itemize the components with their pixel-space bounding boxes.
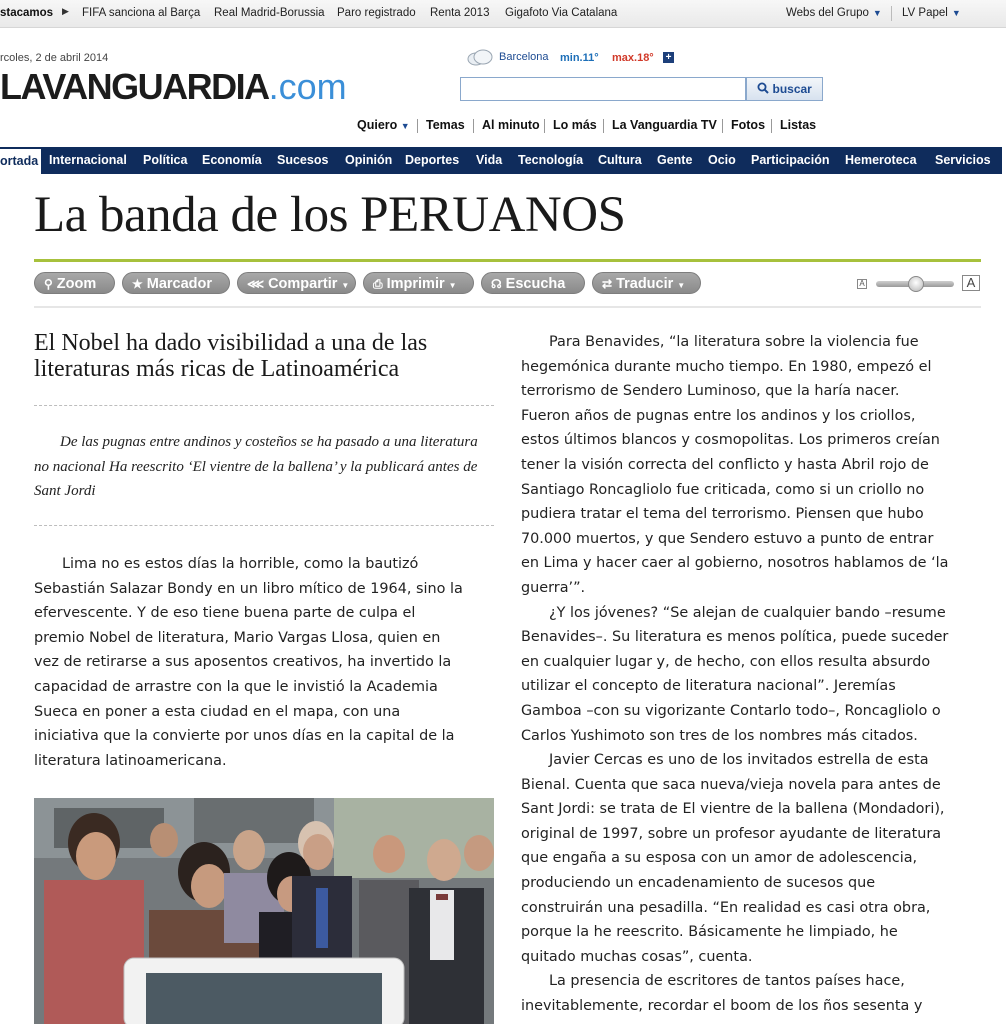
headline-link[interactable]: Gigafoto Via Catalana — [505, 7, 618, 19]
article-text-line: guerra’”. — [521, 579, 586, 596]
escucha-label: Escucha — [505, 276, 566, 292]
marcador-label: Marcador — [146, 276, 213, 292]
nav-item-participacion[interactable]: Participación — [751, 153, 830, 167]
site-logo[interactable] — [0, 66, 347, 108]
article-text-line: vez de retirarse a sus aposentos creativos, ha invertido la — [34, 654, 452, 671]
headline-link[interactable]: Real Madrid-Borussia — [214, 7, 325, 19]
chevron-down-icon: ▼ — [872, 8, 882, 18]
escucha-button[interactable] — [481, 272, 585, 294]
subnav-la-vanguardia-tv[interactable]: La Vanguardia TV — [612, 118, 717, 132]
divider — [891, 6, 892, 21]
article-text-line: Sueca en poner a esta ciudad en el mapa, con una — [34, 703, 401, 720]
headline-link[interactable]: FIFA sanciona al Barça — [82, 7, 201, 19]
traducir-button[interactable] — [592, 272, 701, 294]
compartir-button[interactable] — [237, 272, 356, 294]
divider — [603, 119, 604, 133]
article-text-line: Sebastián Salazar Bondy en un libro mítico de 1964, sino la — [34, 580, 463, 597]
headline-link[interactable]: Paro registrado — [337, 7, 416, 19]
nav-item-hemeroteca[interactable]: Hemeroteca — [845, 153, 917, 167]
headline-link[interactable]: Renta 2013 — [430, 7, 490, 19]
search-icon: ⚲ — [44, 277, 53, 291]
subnav-listas[interactable]: Listas — [780, 118, 817, 132]
divider — [544, 119, 545, 133]
article-text-line: Para Benavides, “la literatura sobre la violencia fue — [549, 334, 919, 350]
nav-item-economia[interactable]: Economía — [202, 153, 262, 167]
article-lede: De las pugnas entre andinos y costeños se ha pasado a una literatura no nacional Ha reescrito ‘El vientre de la ballena’ y la publicará antes de Sant Jordi — [34, 434, 478, 499]
subnav-label: Quiero — [357, 118, 398, 132]
weather-more-button[interactable]: + — [663, 52, 674, 63]
caret-right-icon: ▶ — [62, 6, 69, 16]
subnav-quiero[interactable] — [357, 118, 410, 132]
compartir-label: Compartir — [268, 276, 338, 292]
article-text-line: pudiera tratar el tema del terrorismo. Piensen que hubo — [521, 506, 924, 523]
subnav-temas[interactable]: Temas — [426, 118, 465, 132]
share-icon: ⋘ — [247, 277, 265, 291]
divider — [722, 119, 723, 133]
chevron-down-icon: ▼ — [341, 281, 350, 290]
weather-max: max.18° — [612, 52, 654, 64]
nav-item-label: ortada — [0, 154, 39, 168]
article-subtitle: El Nobel ha dado visibilidad a una de las literaturas más ricas de Latinoamérica — [34, 330, 428, 382]
subnav-lo-mas[interactable]: Lo más — [553, 118, 597, 132]
article-headline: La banda de los PERUANOS — [34, 187, 626, 243]
destacamos-bar — [0, 0, 1006, 28]
article-text-line: Benavides–. Su literatura es menos política, puede suceder — [521, 629, 949, 646]
cloud-icon — [466, 48, 494, 66]
chevron-down-icon: ▼ — [400, 121, 410, 131]
text-bigger-button[interactable]: A — [962, 275, 980, 291]
search-input[interactable] — [460, 77, 746, 101]
webs-grupo-label: Webs del Grupo — [786, 7, 869, 19]
article-text-line: efervescente. Y de eso tiene buena parte de culpa el — [34, 605, 416, 622]
nav-item-servicios[interactable]: Servicios — [935, 153, 991, 167]
chevron-down-icon: ▼ — [448, 281, 457, 290]
lv-papel-label: LV Papel — [902, 7, 948, 19]
subnav-al-minuto[interactable]: Al minuto — [482, 118, 540, 132]
nav-item-sucesos[interactable]: Sucesos — [277, 153, 329, 167]
article-text-line: premio Nobel de literatura, Mario Vargas Llosa, quien en — [34, 629, 441, 646]
article-text-line: Bienal. Cuenta que saca nueva/vieja novela para antes de — [521, 776, 941, 793]
toolbar-rule — [34, 306, 981, 308]
weather-city: Barcelona — [499, 51, 549, 63]
zoom-label: Zoom — [56, 276, 97, 292]
article-text-line: Lima no es estos días la horrible, como la bautizó — [62, 556, 419, 572]
article-text-line: Fueron años de pugnas entre los andinos y los criollos, — [521, 407, 916, 424]
article-text-line: porque la he reescrito. Básicamente he limpiado, he — [521, 924, 898, 941]
article-body-right — [521, 330, 981, 1019]
divider — [771, 119, 772, 133]
article-text-line: construirán una pesadilla. “En realidad es casi otra obra, — [521, 899, 931, 916]
star-icon: ★ — [132, 277, 143, 291]
divider — [34, 525, 494, 526]
divider — [417, 119, 418, 133]
nav-item-internacional[interactable]: Internacional — [49, 153, 127, 167]
article-text-line: Gamboa –con su vigorizante Contarlo todo–, Roncagliolo o — [521, 702, 941, 719]
nav-item-deportes[interactable]: Deportes — [405, 153, 460, 167]
article-body-left — [34, 552, 498, 773]
article-text-line: que engaña a su esposa con un amor de adolescencia, — [521, 850, 918, 867]
lv-papel-menu[interactable] — [902, 7, 961, 19]
nav-item-opinion[interactable]: Opinión — [345, 153, 393, 167]
nav-item-tecnologia[interactable]: Tecnología — [518, 153, 584, 167]
traducir-label: Traducir — [616, 276, 674, 292]
article-text-line: produciendo un encadenamiento de sucesos que — [521, 875, 876, 892]
print-icon: ⎙ — [373, 277, 383, 291]
nav-item-politica[interactable]: Política — [143, 153, 188, 167]
main-nav — [0, 147, 1002, 174]
headline-rule — [34, 259, 981, 262]
webs-grupo-menu[interactable] — [786, 7, 882, 19]
nav-item-vida[interactable]: Vida — [476, 153, 503, 167]
destacamos-label: stacamos — [0, 7, 54, 19]
weather-min: min.11° — [560, 52, 599, 64]
text-smaller-button[interactable]: A — [857, 279, 867, 289]
article-text-line: 70.000 muertos, y que Sendero estuvo a punto de entrar — [521, 530, 934, 547]
article-text-line: capacidad de arrastre con la que le invistió la Academia — [34, 678, 438, 695]
logo-text: LAVANGUARDIA — [0, 66, 269, 107]
search-button-label: buscar — [772, 82, 812, 96]
article-text-line: tener la visión correcta del conflicto y hasta Abril rojo de — [521, 456, 929, 473]
divider — [473, 119, 474, 133]
article-text-line: terrorismo de Sendero Luminoso, que la haría nacer. — [521, 383, 900, 400]
current-date: rcoles, 2 de abril 2014 — [0, 52, 109, 64]
article-text-line: en cualquier lugar y, de hecho, con ellos resulta absurdo — [521, 653, 931, 670]
article-text-line: Santiago Roncagliolo fue criticada, como si un criollo no — [521, 481, 925, 498]
article-text-line: iniciativa que la convierte por unos días en la capital de la — [34, 728, 455, 745]
chevron-down-icon: ▼ — [677, 281, 686, 290]
imprimir-label: Imprimir — [386, 276, 445, 292]
article-text-line: Sant Jordi: se trata de El vientre de la ballena (Mondadori), — [521, 801, 945, 818]
headphones-icon: ☊ — [491, 277, 502, 291]
imprimir-button[interactable] — [363, 272, 474, 294]
search-button[interactable] — [746, 77, 823, 101]
article-text-line: literatura latinoamericana. — [34, 752, 227, 769]
divider — [34, 405, 494, 406]
nav-item-gente[interactable]: Gente — [657, 153, 693, 167]
article-text-line: Carlos Yushimoto son tres de los nombres más citados. — [521, 727, 918, 744]
article-text-line: inevitablemente, recordar el boom de los ños sesenta y — [521, 998, 923, 1015]
article-text-line: Javier Cercas es uno de los invitados estrella de esta — [549, 752, 929, 769]
logo-com: .com — [268, 66, 347, 107]
article-text-line: estos últimos blancos y cosmopolitas. Los primeros creían — [521, 432, 940, 449]
text-size-slider-handle[interactable] — [908, 276, 924, 292]
article-text-line: en Lima y hacer caer al gobierno, nosotros hablamos de ‘la — [521, 555, 949, 572]
translate-icon: ⇄ — [602, 277, 613, 291]
nav-item-ocio[interactable]: Ocio — [708, 153, 736, 167]
nav-item-portada[interactable] — [0, 149, 41, 174]
article-text-line: quitado muchas cosas”, cuenta. — [521, 948, 753, 965]
nav-item-cultura[interactable]: Cultura — [598, 153, 642, 167]
article-photo — [34, 798, 494, 1024]
article-text-line: ¿Y los jóvenes? “Se alejan de cualquier bando –resume — [549, 604, 946, 621]
article-text-line: La presencia de escritores de tantos países hace, — [549, 973, 905, 990]
chevron-down-icon: ▼ — [951, 8, 961, 18]
article-text-line: original de 1997, sobre un profesor ayudante de literatura — [521, 825, 942, 842]
zoom-button[interactable] — [34, 272, 115, 294]
article-text-line: utilizar el concepto de literatura nacional”. Jeremías — [521, 678, 896, 695]
marcador-button[interactable] — [122, 272, 230, 294]
article-text-line: hegemónica durante mucho tiempo. En 1980, empezó el — [521, 358, 932, 375]
subnav-fotos[interactable]: Fotos — [731, 118, 766, 132]
search-icon — [757, 82, 769, 94]
